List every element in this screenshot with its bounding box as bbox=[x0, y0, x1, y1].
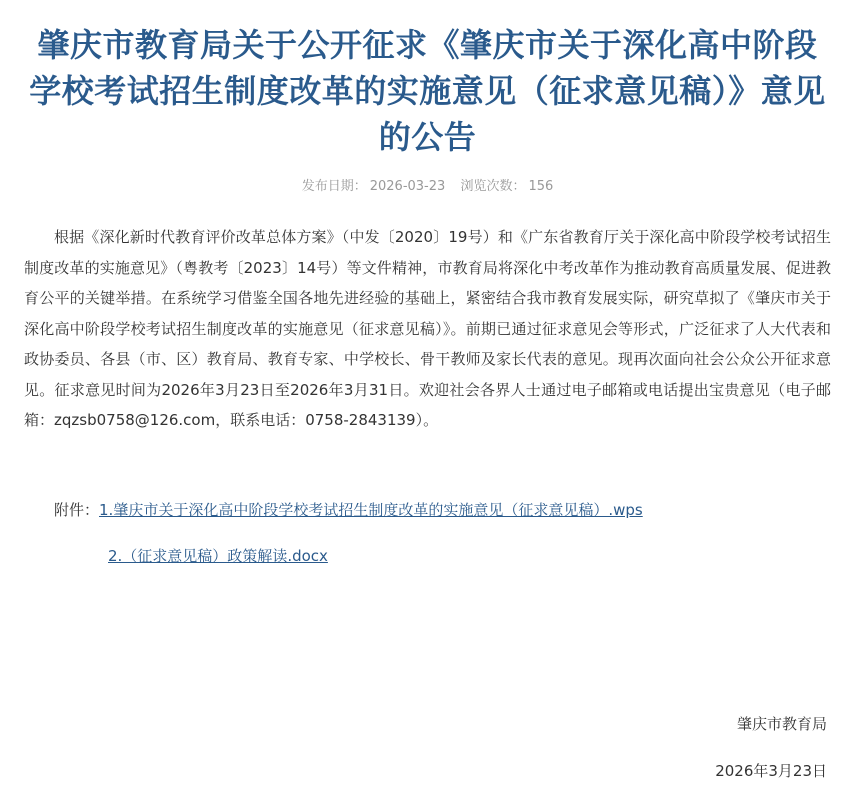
article-title: 肇庆市教育局关于公开征求《肇庆市关于深化高中阶段学校考试招生制度改革的实施意见（征求意见稿）》意见的公告 bbox=[29, 26, 826, 156]
attachment-link-2[interactable]: 2.（征求意见稿）政策解读.docx bbox=[108, 546, 328, 565]
article-meta bbox=[24, 178, 831, 196]
views-label: 浏览次数： bbox=[460, 179, 526, 194]
views-count: 156 bbox=[528, 179, 554, 194]
article-body: 根据《深化新时代教育评价改革总体方案》（中发〔2020〕19号）和《广东省教育厅关于深化高中阶段学校考试招生制度改革的实施意见》（粤教考〔2023〕14号）等文件精神，市教育局将深化中考改革作为推动教育高质量发展、促进教育公平的关键举措。在系统学习借鉴全国各地先进经验的基础上，紧密结合我市教育发展实际，研究草拟了《肇庆市关于深化高中阶段学校考试招生制度改革的实施意见（征求意见稿）》。前期已通过征求意见会等形式，广泛征求了人大代表和政协委员、各县（市、区）教育局、教育专家、中学校长、骨干教师及家长代表的意见。现再次面向社会公众公开征求意见。征求意见时间为2026年3月23日至2026年3月31日。欢迎社会各界人士通过电子邮箱或电话提出宝贵意见（电子邮箱：zqzsb0758@126.com，联系电话：0758-2843139）。 bbox=[24, 228, 831, 429]
signature-org: 肇庆市教育局 bbox=[736, 715, 827, 733]
attachment-link-1[interactable]: 1.肇庆市关于深化高中阶段学校考试招生制度改革的实施意见（征求意见稿）.wps bbox=[99, 500, 643, 519]
attachments-section bbox=[24, 498, 831, 568]
publish-date-label: 发布日期： bbox=[301, 179, 367, 194]
attachments-label: 附件： bbox=[54, 500, 100, 519]
attachment-row bbox=[24, 498, 831, 522]
attachment-row bbox=[24, 544, 831, 568]
publish-date: 2026-03-23 bbox=[369, 179, 446, 194]
signature-date: 2026年3月23日 bbox=[715, 762, 827, 780]
